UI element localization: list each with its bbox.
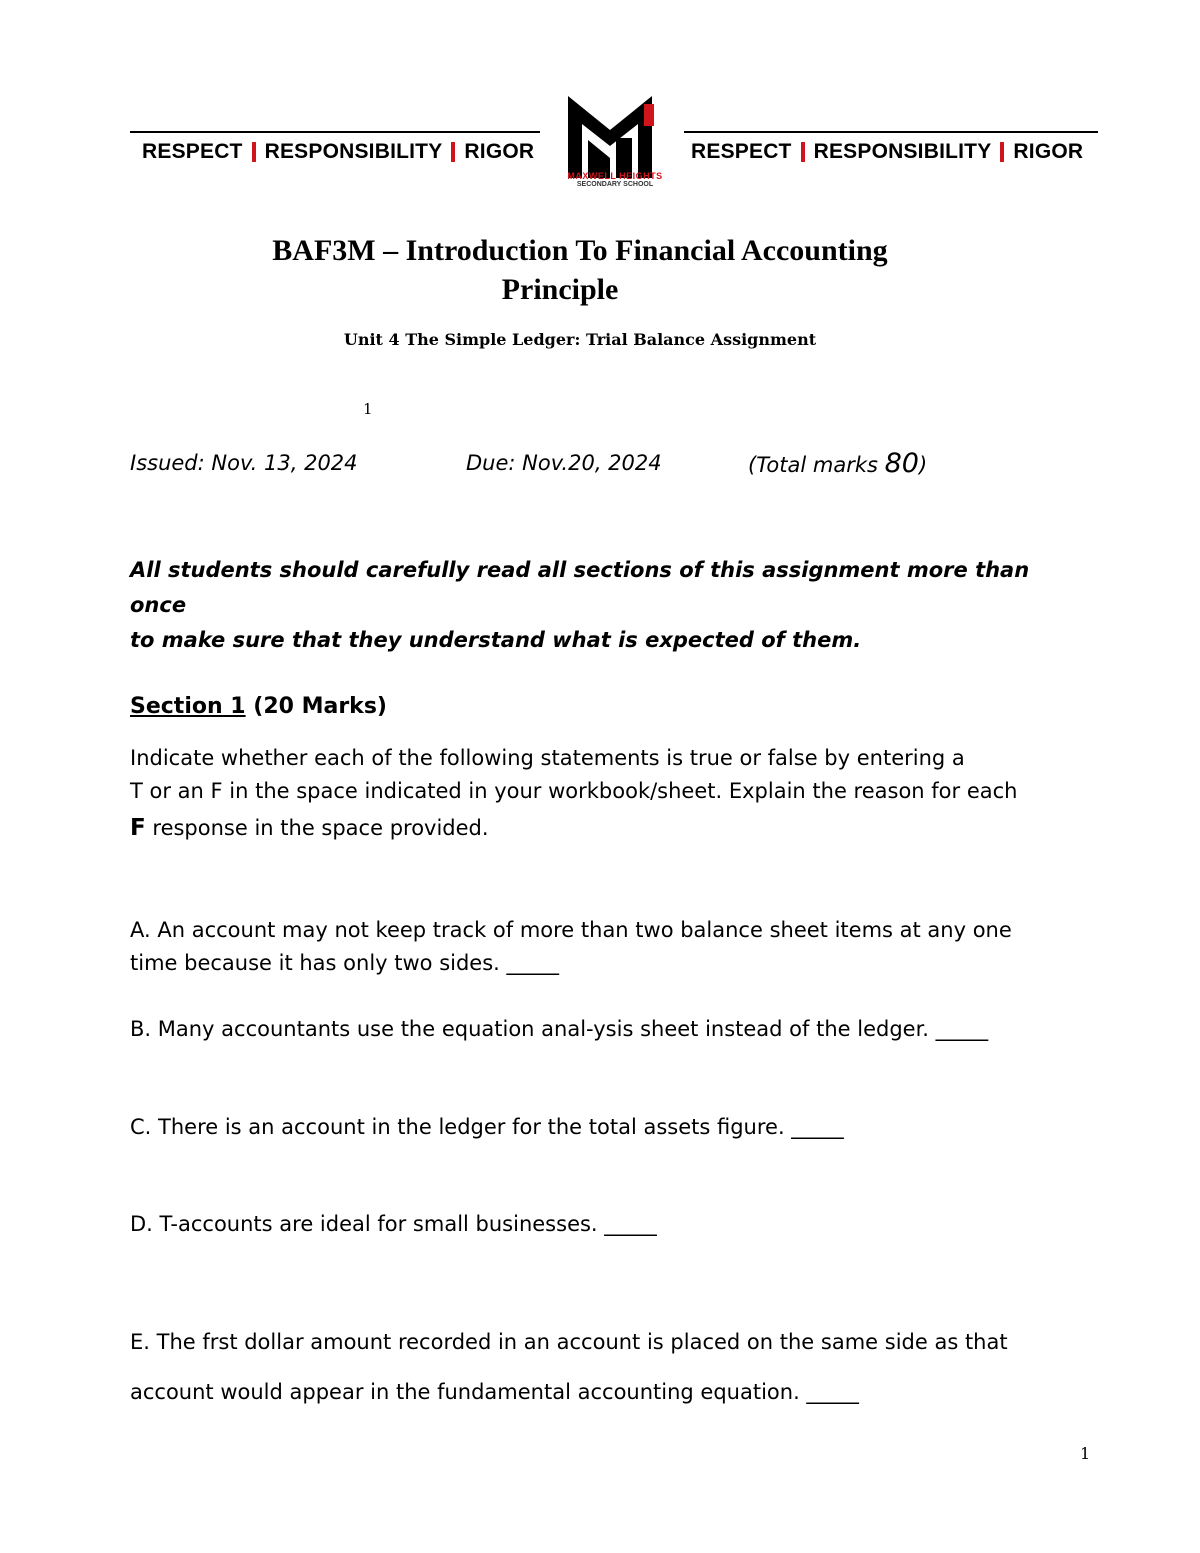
motto-separator: [252, 142, 256, 162]
intro-line: to make sure that they understand what is expected of them.: [130, 628, 862, 652]
question-a: [130, 914, 1070, 980]
due-date: Due: Nov.20, 2024: [466, 451, 662, 475]
instruction-rest: response in the space provided.: [145, 816, 489, 840]
motto-word: RIGOR: [1013, 140, 1084, 163]
instruction-letter-f: F: [130, 815, 146, 841]
total-marks-suffix: ): [918, 453, 928, 477]
total-marks-value: 80: [884, 448, 919, 479]
motto-separator: [451, 142, 455, 162]
header-right-rule: [684, 131, 1098, 133]
issued-date: Issued: Nov. 13, 2024: [130, 451, 358, 475]
question-line: C. There is an account in the ledger for the total assets figure. _____: [130, 1115, 844, 1139]
school-name-line2: SECONDARY SCHOOL: [576, 181, 654, 188]
motto-separator: [801, 142, 805, 162]
stray-number: 1: [363, 400, 373, 418]
question-e: [130, 1326, 1070, 1409]
section-marks: (20 Marks): [245, 694, 387, 719]
question-line: E. The frst dollar amount recorded in an account is placed on the same side as that: [130, 1330, 1008, 1354]
document-subtitle: Unit 4 The Simple Ledger: Trial Balance Assignment: [343, 330, 817, 349]
question-line: A. An account may not keep track of more than two balance sheet items at any one: [130, 918, 1012, 942]
total-marks: [748, 448, 927, 479]
question-c: [130, 1111, 1070, 1144]
motto-word: RESPECT: [142, 140, 243, 163]
question-b: [130, 1013, 1070, 1046]
motto-right: [691, 140, 1083, 164]
intro-line: All students should carefully read all sections of this assignment more than once: [130, 558, 1030, 617]
motto-word: RIGOR: [464, 140, 535, 163]
section-heading-label: Section 1: [130, 694, 246, 719]
motto-word: RESPECT: [691, 140, 792, 163]
instruction-line: Indicate whether each of the following statements is true or false by entering a: [130, 746, 965, 770]
instruction-line: [130, 815, 1090, 841]
question-line: D. T-accounts are ideal for small businesses. _____: [130, 1212, 657, 1236]
motto-word: RESPONSIBILITY: [264, 140, 443, 163]
page-number: 1: [1080, 1444, 1091, 1463]
total-marks-prefix: (Total marks: [748, 453, 885, 477]
header-left-rule: [130, 131, 540, 133]
motto-word: RESPONSIBILITY: [813, 140, 992, 163]
intro-paragraph: [130, 553, 1070, 658]
document-title-line1: BAF3M – Introduction To Financial Accounting: [272, 234, 888, 267]
question-line: B. Many accountants use the equation anal-ysis sheet instead of the ledger. _____: [130, 1017, 989, 1041]
motto-separator: [1000, 142, 1004, 162]
question-line: account would appear in the fundamental accounting equation. _____: [130, 1380, 859, 1404]
school-name-line1: MAXWELL HEIGHTS: [567, 171, 663, 181]
instruction-line: T or an F in the space indicated in your workbook/sheet. Explain the reason for each: [130, 779, 1018, 803]
section-heading: [130, 694, 387, 719]
question-d: [130, 1208, 1070, 1241]
document-title-line2: Principle: [501, 273, 619, 306]
question-line: time because it has only two sides. _____: [130, 951, 560, 975]
motto-left: [142, 140, 534, 164]
